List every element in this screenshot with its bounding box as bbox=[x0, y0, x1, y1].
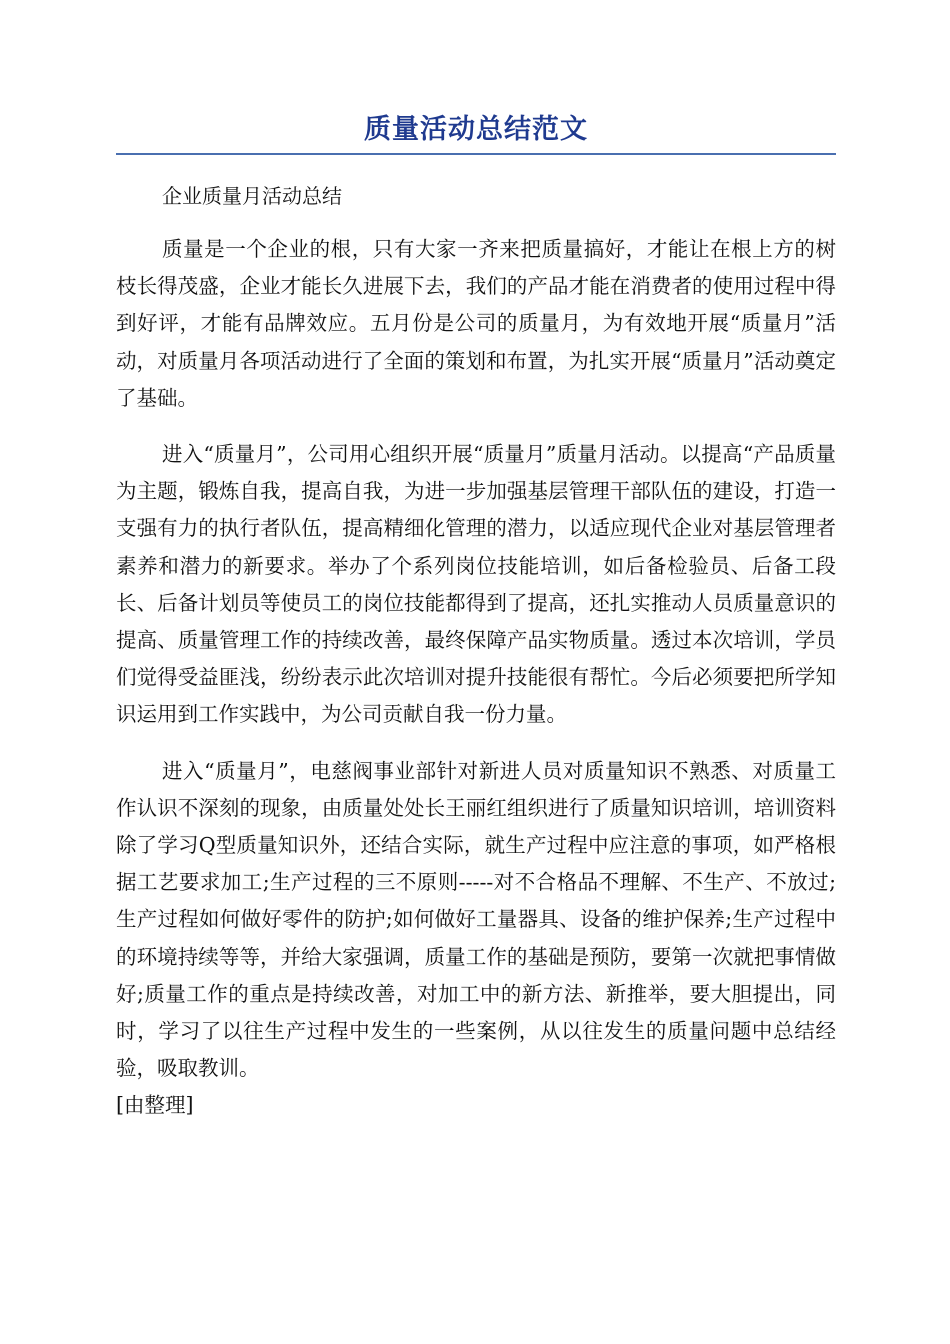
paragraph-3: 进入“质量月”，电慈阀事业部针对新进人员对质量知识不熟悉、对质量工作认识不深刻的现象，由质量处处长王丽红组织进行了质量知识培训，培训资料除了学习Q型质量知识外，还结合实际，就生产过程中应注意的事项，如严格根据工艺要求加工;生产过程的三不原则-----对不合格品不理解、不生产、不放过;生产过程如何做好零件的防护;如何做好工量器具、设备的维护保养;生产过程中的环境持续等等，并给大家强调，质量工作的基础是预防，要第一次就把事情做好;质量工作的重点是持续改善，对加工中的新方法、新推举，要大胆提出，同时，学习了以往生产过程中发生的一些案例，从以往发生的质量问题中总结经验，吸取教训。 bbox=[116, 758, 836, 1081]
document-page bbox=[116, 108, 836, 1125]
paragraph-2: 进入“质量月”，公司用心组织开展“质量月”质量月活动。以提高“产品质量为主题，锻炼自我，提高自我，为进一步加强基层管理干部队伍的建设，打造一支强有力的执行者队伍，提高精细化管理的潜力，以适应现代企业对基层管理者素养和潜力的新要求。举办了个系列岗位技能培训，如后备检验员、后备工段长、后备计划员等使员工的岗位技能都得到了提高，还扎实推动人员质量意识的提高、质量管理工作的持续改善，最终保障产品实物质量。透过本次培训，学员们觉得受益匪浅，纷纷表示此次培训对提升技能很有帮忙。今后必须要把所学知识运用到工作实践中，为公司贡献自我一份力量。 bbox=[116, 442, 836, 727]
document-title: 质量活动总结范文 bbox=[364, 114, 588, 145]
title-divider bbox=[116, 153, 836, 155]
source-note: [由整理] bbox=[116, 1093, 194, 1118]
paragraph-1: 质量是一个企业的根，只有大家一齐来把质量搞好，才能让在根上方的树枝长得茂盛，企业才能长久进展下去，我们的产品才能在消费者的使用过程中得到好评，才能有品牌效应。五月份是公司的质量月，为有效地开展“质量月”活动，对质量月各项活动进行了全面的策划和布置，为扎实开展“质量月”活动奠定了基础。 bbox=[116, 237, 836, 410]
document-subtitle: 企业质量月活动总结 bbox=[162, 184, 342, 208]
